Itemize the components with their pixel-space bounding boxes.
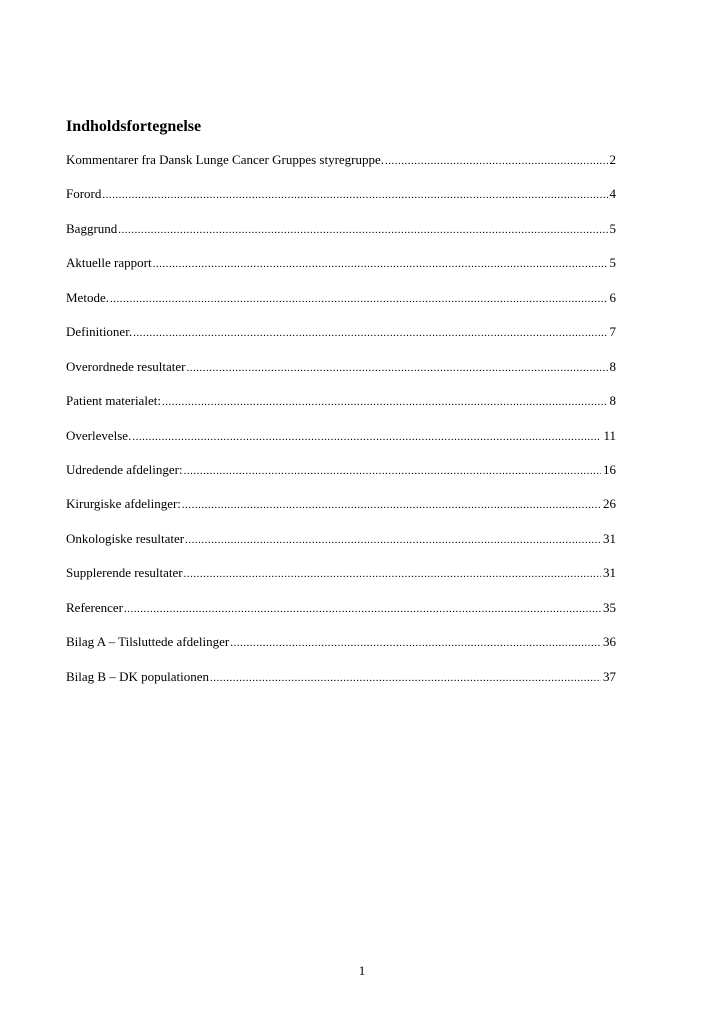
toc-leader-dots xyxy=(132,429,601,445)
toc-entry-label: Bilag A – Tilsluttede afdelinger xyxy=(66,634,230,650)
toc-entry-page: 37 xyxy=(603,668,616,684)
toc-entry[interactable] xyxy=(66,290,616,324)
toc-entry[interactable] xyxy=(66,462,616,496)
toc-entry[interactable] xyxy=(66,152,616,186)
toc-leader-dots xyxy=(385,153,607,169)
toc-entry-page: 8 xyxy=(609,393,616,409)
toc-leader-dots xyxy=(124,601,601,617)
toc-entry[interactable] xyxy=(66,565,616,599)
toc-entry-page: 11 xyxy=(603,427,616,443)
toc-entry[interactable] xyxy=(66,428,616,462)
toc-entry-page: 2 xyxy=(609,152,616,167)
toc-entry-page: 36 xyxy=(603,634,616,650)
toc-entry[interactable] xyxy=(66,324,616,358)
toc-entry-page: 7 xyxy=(609,324,616,340)
toc-leader-dots xyxy=(186,360,607,376)
toc-entry-label: Metode. xyxy=(66,289,109,305)
toc-entry[interactable] xyxy=(66,221,616,255)
toc-leader-dots xyxy=(133,325,607,341)
toc-entry-page: 6 xyxy=(609,289,616,305)
toc-entry[interactable] xyxy=(66,255,616,289)
toc-entry[interactable] xyxy=(66,634,616,668)
toc-leader-dots xyxy=(185,532,601,548)
toc-entry-label: Baggrund xyxy=(66,220,118,236)
toc-leader-dots xyxy=(210,670,601,686)
toc-entry-label: Aktuelle rapport xyxy=(66,255,152,271)
toc-entry-label: Overlevelse. xyxy=(66,427,132,443)
toc-entry-page: 31 xyxy=(603,565,616,581)
toc-entry-label: Patient materialet: xyxy=(66,393,161,409)
table-of-contents xyxy=(66,152,616,703)
toc-entry-label: Referencer xyxy=(66,599,124,615)
toc-entry[interactable] xyxy=(66,186,616,220)
toc-entry-label: Bilag B – DK populationen xyxy=(66,668,209,684)
toc-entry-page: 26 xyxy=(603,496,616,512)
toc-entry[interactable] xyxy=(66,600,616,634)
toc-leader-dots xyxy=(184,566,601,582)
toc-entry-page: 31 xyxy=(603,530,616,546)
toc-entry-label: Kommentarer fra Dansk Lunge Cancer Gruppes styregruppe. xyxy=(66,152,385,167)
toc-entry-label: Onkologiske resultater xyxy=(66,530,185,546)
toc-entry[interactable] xyxy=(66,531,616,565)
toc-entry-label: Overordnede resultater xyxy=(66,358,186,374)
toc-entry[interactable] xyxy=(66,393,616,427)
toc-leader-dots xyxy=(110,291,608,307)
toc-title: Indholdsfortegnelse xyxy=(66,118,202,135)
toc-entry-label: Definitioner. xyxy=(66,324,133,340)
toc-leader-dots xyxy=(184,463,601,479)
toc-leader-dots xyxy=(118,222,607,238)
toc-entry-label: Supplerende resultater xyxy=(66,565,183,581)
toc-leader-dots xyxy=(102,187,607,203)
toc-leader-dots xyxy=(182,497,601,513)
toc-entry[interactable] xyxy=(66,496,616,530)
toc-entry[interactable] xyxy=(66,669,616,703)
toc-entry-page: 35 xyxy=(603,599,616,615)
toc-entry-label: Kirurgiske afdelinger: xyxy=(66,496,181,512)
toc-entry-page: 4 xyxy=(609,186,616,202)
page-number: 1 xyxy=(358,963,366,978)
toc-entry-page: 5 xyxy=(609,220,616,236)
toc-entry[interactable] xyxy=(66,359,616,393)
toc-entry-page: 16 xyxy=(603,461,616,477)
toc-leader-dots xyxy=(162,394,608,410)
toc-entry-page: 8 xyxy=(609,358,616,374)
toc-leader-dots xyxy=(153,256,608,272)
toc-leader-dots xyxy=(230,635,601,651)
toc-entry-page: 5 xyxy=(609,255,616,271)
toc-entry-label: Udredende afdelinger: xyxy=(66,461,183,477)
toc-entry-label: Forord xyxy=(66,186,102,202)
